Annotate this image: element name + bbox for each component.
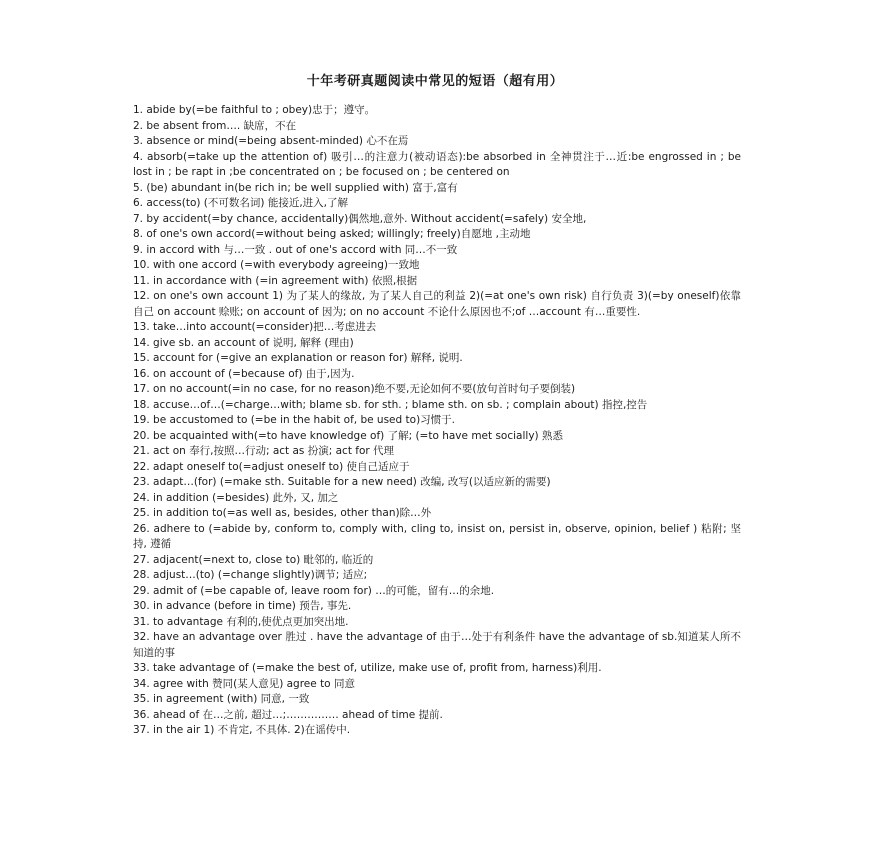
phrase-item: 37. in the air 1) 不肯定, 不具体. 2)在谣传中. <box>133 724 351 736</box>
document-title: 十年考研真题阅读中常见的短语（超有用） <box>306 74 564 89</box>
phrase-item: 29. admit of (=be capable of, leave room for) …的可能，留有…的余地. <box>133 584 495 597</box>
phrase-item: 11. in accordance with (=in agreement with) 依照,根据 <box>133 274 418 287</box>
phrase-item: 10. with one accord (=with everybody agreeing)一致地 <box>133 259 420 271</box>
phrase-item: 26. adhere to (=abide by, conform to, comply with, cling to, insist on, persist in, observe, opinion, belief ) 粘附; 坚持, 遵循 <box>133 522 741 550</box>
phrase-item: 12. on one's own account 1) 为了某人的缘故, 为了某人自己的利益 2)(=at one's own risk) 自行负责 3)(=by oneself)依靠自己 on account 赊账; on account of 因为; on no account 不论什么原因也不;of …account 有…重要性. <box>133 290 741 318</box>
phrase-item: 5. (be) abundant in(be rich in; be well supplied with) 富于,富有 <box>133 181 458 194</box>
phrase-item: 2. be absent from…. 缺席，不在 <box>133 119 297 132</box>
phrase-item: 22. adapt oneself to(=adjust oneself to) 使自己适应于 <box>133 460 410 473</box>
phrase-item: 20. be acquainted with(=to have knowledge of) 了解; (=to have met socially) 熟悉 <box>133 429 563 442</box>
phrase-item: 14. give sb. an account of 说明, 解释 (理由) <box>133 336 354 349</box>
phrase-item: 15. account for (=give an explanation or reason for) 解释, 说明. <box>133 352 463 364</box>
phrase-item: 6. access(to) (不可数名词) 能接近,进入,了解 <box>133 197 349 209</box>
phrase-item: 21. act on 奉行,按照…行动; act as 扮演; act for 代理 <box>133 445 395 457</box>
phrase-item: 18. accuse…of…(=charge…with; blame sb. for sth. ; blame sth. on sb. ; complain about) 指控,控告 <box>133 398 648 411</box>
phrase-item: 23. adapt…(for) (=make sth. Suitable for a new need) 改编, 改写(以适应新的需要) <box>133 476 551 488</box>
phrase-item: 8. of one's own accord(=without being asked; willingly; freely)自愿地 ,主动地 <box>133 228 531 240</box>
phrase-item: 9. in accord with 与…一致 . out of one's accord with 同…不一致 <box>133 243 458 256</box>
phrase-item: 35. in agreement (with) 同意, 一致 <box>133 693 310 705</box>
phrase-item: 13. take…into account(=consider)把…考虑进去 <box>133 321 377 333</box>
phrase-item: 19. be accustomed to (=be in the habit of, be used to)习惯于. <box>133 414 455 426</box>
phrase-item: 33. take advantage of (=make the best of, utilize, make use of, profit from, harness)利用. <box>133 662 602 674</box>
phrase-item: 27. adjacent(=next to, close to) 毗邻的, 临近的 <box>133 553 374 566</box>
phrase-item: 31. to advantage 有利的,使优点更加突出地. <box>133 615 349 628</box>
phrase-item: 32. have an advantage over 胜过 . have the advantage of 由于…处于有利条件 have the advantage of sb.知道某人所不知道的事 <box>133 631 741 659</box>
phrase-item: 34. agree with 赞同(某人意见) agree to 同意 <box>133 677 355 690</box>
phrase-item: 30. in advance (before in time) 预告, 事先. <box>133 600 352 612</box>
phrase-item: 7. by accident(=by chance, accidentally)偶然地,意外. Without accident(=safely) 安全地, <box>133 212 587 225</box>
phrase-item: 1. abide by(=be faithful to ; obey)忠于；遵守。 <box>133 104 376 116</box>
phrase-item: 16. on account of (=because of) 由于,因为. <box>133 367 355 380</box>
phrase-list <box>133 103 741 739</box>
phrase-item: 36. ahead of 在…之前, 超过…;…………… ahead of time 提前. <box>133 708 443 721</box>
phrase-item: 25. in addition to(=as well as, besides, other than)除…外 <box>133 507 432 519</box>
phrase-item: 24. in addition (=besides) 此外, 又, 加之 <box>133 491 339 504</box>
phrase-item: 17. on no account(=in no case, for no reason)绝不要,无论如何不要(放句首时句子要倒装) <box>133 383 576 395</box>
phrase-item: 3. absence or mind(=being absent-minded) 心不在焉 <box>133 135 409 147</box>
phrase-item: 4. absorb(=take up the attention of) 吸引…的注意力(被动语态):be absorbed in 全神贯注于…近:be engrossed in ; be lost in ; be rapt in ;be concentrated on ; be focused on ; be centered on <box>133 150 741 178</box>
phrase-item: 28. adjust…(to) (=change slightly)调节; 适应; <box>133 569 368 581</box>
